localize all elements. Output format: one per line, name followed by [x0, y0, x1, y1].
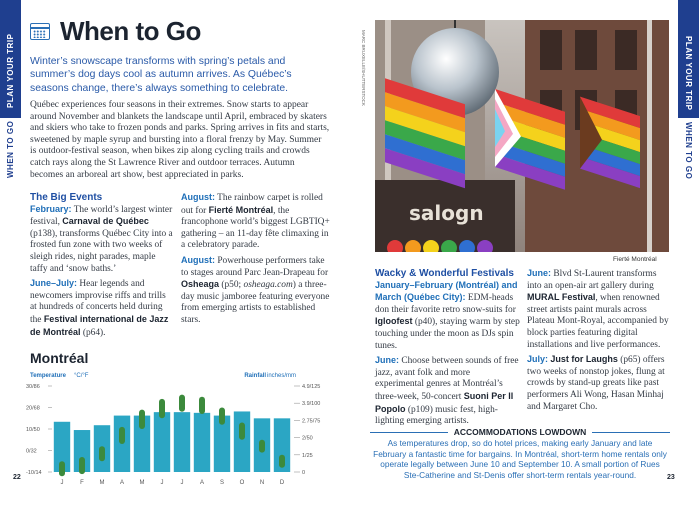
temperature-range-mark: [199, 397, 205, 414]
temp-axis-unit: °C/°F: [74, 373, 89, 379]
rain-tick-label: 0: [302, 470, 306, 476]
temp-tick-label: -10/14: [26, 470, 42, 476]
chart-title: Montréal: [30, 350, 89, 366]
temperature-range-mark: [219, 408, 225, 425]
box-text: As temperatures drop, so do hotel prices, making early January and late February a fantastic time for bargains. In Montréal, short-term home rentals only operate legally between June 10 and September 10. A small portion of Rues Ste-Catherine and St-Denis offer short-term rentals year-round.: [373, 438, 667, 480]
temperature-range-mark: [239, 423, 245, 440]
rain-tick-label: 4.9/125: [302, 384, 321, 390]
month-label: S: [219, 480, 225, 486]
month-label: M: [99, 480, 105, 486]
wacky-column-2: [527, 268, 672, 416]
right-side-tab: [678, 0, 699, 505]
calendar-icon: [30, 23, 50, 40]
event-august-pride: August: The rainbow carpet is rolled out for Fierté Montréal, the francophone world’s biggest LGBTIQ+ gathering – an 11-day fête climaxing in a celebratory parade.: [181, 192, 330, 251]
event-august-osheaga: August: Powerhouse performers take to stages around Parc Jean-Drapeau for Osheaga (p50; osheaga.com) a three-day music jamboree featuring everyone from emerging artists to established stars.: [181, 254, 330, 325]
festival-suoni: June: Choose between sounds of free jazz, avant folk and more experimental genres at Montréal’s three-week, 50-concert Suoni Per Il Popolo (p109) music fest, high-lighting emerging artists.: [375, 355, 519, 427]
accommodations-lowdown-box: [370, 424, 670, 484]
temperature-range-mark: [259, 440, 265, 453]
festival-mural: June: Blvd St-Laurent transforms into an open-air art gallery during MURAL Festival, when renowned street artists paint murals across Plateau Mont-Royal, accompanied by block parties featuring digital installations and live performances.: [527, 268, 669, 350]
temperature-range-mark: [59, 461, 65, 476]
month-label: A: [119, 480, 125, 486]
left-side-tab: [0, 0, 21, 505]
big-events-heading: The Big Events: [30, 192, 103, 203]
rain-tick-label: 2.75/75: [302, 418, 321, 425]
section-tab-label: PLAN YOUR TRIP: [6, 33, 15, 108]
month-label: J: [160, 480, 164, 486]
rain-tick-label: 3.9/100: [302, 401, 321, 408]
rainfall-bar: [154, 412, 170, 472]
box-heading: ACCOMMODATIONS LOWDOWN: [370, 427, 670, 437]
temperature-range-mark: [99, 446, 105, 461]
festival-igloofest: January–February (Montréal) and March (Québec City): EDM-heads don their favorite retro snow-suits for Igloofest (p40), staying warm by step touching under the moon as DJs spin tunes.: [375, 279, 520, 351]
photo-caption: Fierté Montréal: [613, 256, 657, 263]
section-tab-label-right: PLAN YOUR TRIP: [684, 36, 693, 111]
rainfall-bar: [174, 412, 190, 472]
rain-tick-label: 2/50: [302, 435, 313, 442]
page-number-left: 22: [13, 474, 21, 481]
month-label: J: [180, 480, 184, 486]
big-events-column-1: [30, 192, 174, 342]
wacky-column-1: [375, 268, 521, 431]
temp-tick-label: 30/86: [26, 384, 40, 390]
page-title: When to Go: [60, 16, 201, 46]
month-label: A: [199, 480, 205, 486]
rain-tick-label: 1/25: [302, 452, 313, 459]
month-label: J: [60, 480, 64, 486]
rain-axis-label: Rainfall: [244, 373, 266, 379]
page-number-right: 23: [667, 474, 675, 481]
month-label: F: [80, 480, 84, 486]
temperature-range-mark: [179, 395, 185, 412]
temperature-range-mark: [139, 410, 145, 429]
temperature-range-mark: [159, 399, 165, 418]
body-paragraph: Québec experiences four seasons in their extremes. Snow starts to appear around November and blankets the landscape until April, embraced by skaters and skiers who take to frozen ponds and parks. Spring arrives in fits and starts, sweetened by maple syrup and bursting into a floral frenzy by May. Summer is outdoor-festival season, when bikes zip along cycling trails and crowds catch rays along the St Lawrence River and outdoor terraces. Autumn becomes an arboreal art show, best appreciated in parks.: [30, 100, 330, 180]
salon-sign-text: salogn: [409, 201, 484, 225]
topic-tab-label-right: WHEN TO GO: [684, 122, 693, 180]
month-label: O: [239, 480, 245, 486]
rainfall-bar: [194, 413, 210, 472]
climate-chart: [24, 366, 334, 486]
pride-flags-photo: [375, 20, 669, 252]
event-february: February: The world’s largest winter festival, Carnaval de Québec (p138), transforms Québec City into a frosted fun zone with two weeks of sleigh rides, night parades, maple taffy and ‘snow baths.’: [30, 203, 173, 274]
event-june-july: June–July: Hear legends and newcomers improvise riffs and trills at hundreds of concerts held during the Festival international de Jazz de Montréal (p64).: [30, 278, 169, 338]
temperature-range-mark: [119, 427, 125, 444]
intro-paragraph: Winter’s snowscape transforms with spring’s petals and summer’s dog days cool as autumn arrives. As Québec’s seasons change, there’s always something to celebrate.: [30, 56, 292, 94]
month-label: N: [259, 480, 265, 486]
temperature-range-mark: [279, 455, 285, 468]
big-events-column-2: [181, 192, 331, 330]
month-label: D: [279, 480, 285, 486]
temp-tick-label: 20/68: [26, 405, 40, 412]
month-label: M: [139, 480, 145, 486]
wacky-heading: Wacky & Wonderful Festivals: [375, 268, 514, 279]
photo-credit: MARC BRUXELLE/SHUTTERSTOCK: [361, 30, 366, 106]
festival-just-for-laughs: July: Just for Laughs (p65) offers two weeks of nonstop jokes, flung at crowds by stand-up greats like past performers Ali Wong, Hasan Minhaj and Margaret Cho.: [527, 354, 665, 412]
temp-axis-label: Temperature: [30, 373, 66, 379]
temperature-range-mark: [79, 457, 85, 474]
temp-tick-label: 10/50: [26, 427, 40, 433]
topic-tab-label: WHEN TO GO: [6, 120, 15, 178]
temp-tick-label: 0/32: [26, 448, 37, 455]
rainfall-bar: [234, 411, 250, 472]
rain-axis-unit: inches/mm: [267, 373, 297, 379]
